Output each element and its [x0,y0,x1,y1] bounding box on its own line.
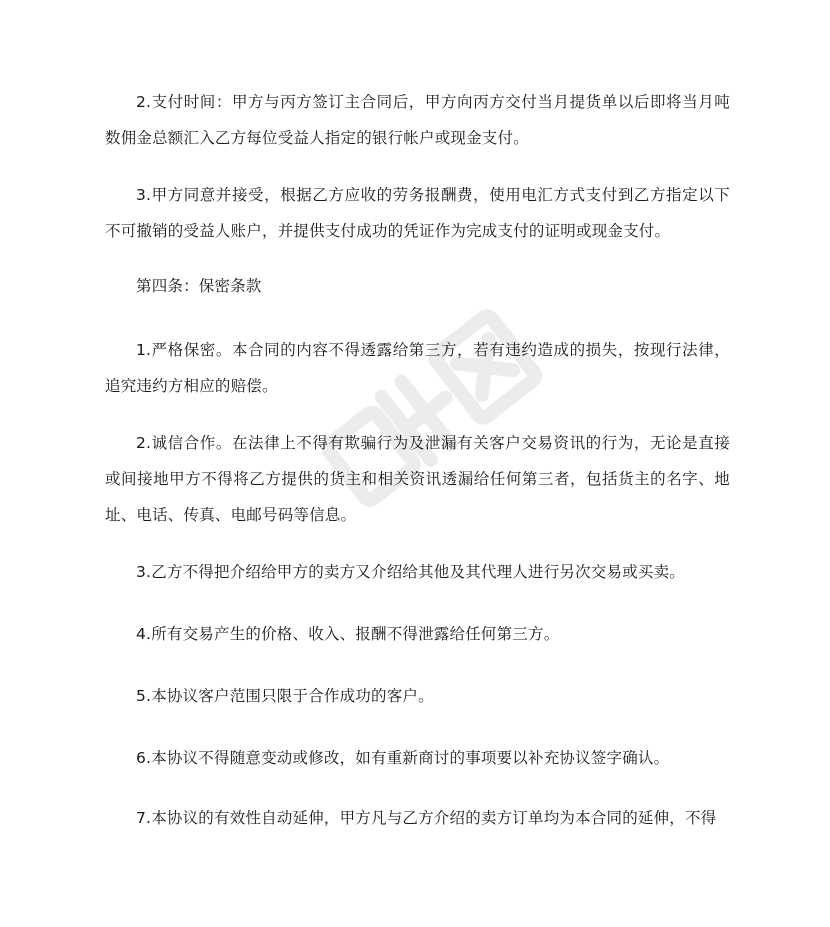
paragraph-validity-extension: 7.本协议的有效性自动延伸，甲方凡与乙方介绍的卖方订单均为本合同的延伸，不得 [136,809,717,827]
section-heading-confidentiality: 第四条：保密条款 [136,277,262,295]
paragraph-no-disclosure: 4.所有交易产生的价格、收入、报酬不得泄露给任何第三方。 [136,625,560,643]
paragraph-no-modification: 6.本协议不得随意变动或修改，如有重新商讨的事项要以补充协议签字确认。 [136,749,670,767]
paragraph-no-resale: 3.乙方不得把介绍给甲方的卖方又介绍给其他及其代理人进行另次交易或买卖。 [136,563,685,581]
paragraph-good-faith: 2.诚信合作。在法律上不得有欺骗行为及泄漏有关客户交易资讯的行为，无论是直接或间接地甲方不得将乙方提供的货主和相关资讯透漏给任何第三者，包括货主的名字、地址、电话、传真、电邮号码等信息。 [105,434,730,524]
paragraph-payment-time: 2.支付时间：甲方与丙方签订主合同后，甲方向丙方交付当月提货单以后即将当月吨数佣金总额汇入乙方每位受益人指定的银行帐户或现金支付。 [105,93,730,147]
paragraph-payment-method: 3.甲方同意并接受，根据乙方应收的劳务报酬费，使用电汇方式支付到乙方指定以下不可撤销的受益人账户，并提供支付成功的凭证作为完成支付的证明或现金支付。 [105,186,730,240]
paragraph-client-scope: 5.本协议客户范围只限于合作成功的客户。 [136,687,434,705]
paragraph-strict-confidentiality: 1.严格保密。本合同的内容不得透露给第三方，若有违约造成的损失，按现行法律，追究违约方相应的赔偿。 [105,341,730,395]
